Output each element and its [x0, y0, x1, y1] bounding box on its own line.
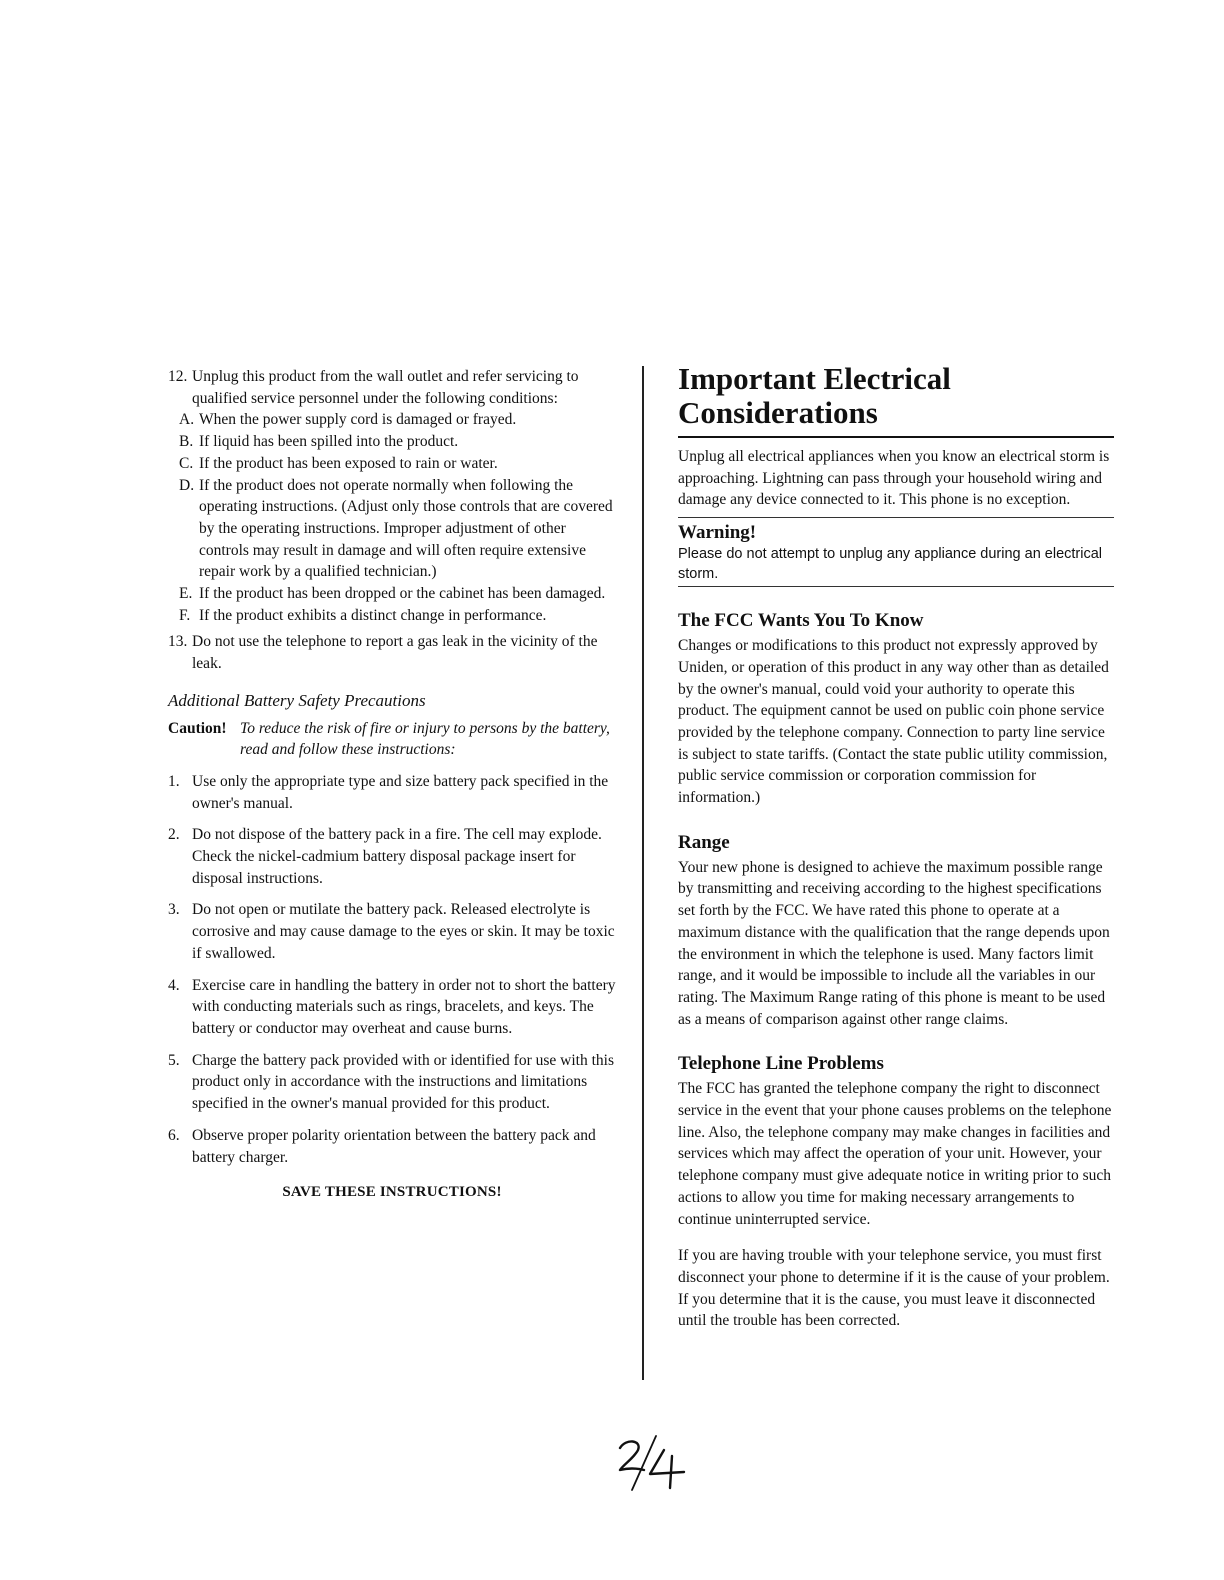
save-instructions-note: SAVE THESE INSTRUCTIONS!: [282, 1184, 502, 1201]
condition-text: If the product has been dropped or the cabinet has been damaged.: [199, 585, 606, 603]
condition-letter: A.: [179, 411, 195, 429]
warning-title: Warning!: [678, 522, 757, 544]
item-number: 3.: [168, 901, 180, 919]
condition-text: If the product does not operate normally when following the operating instructions. (Adjust only those controls that are covered by the operating instructions. Improper adjustment of other controls may result in damage and will often require extensive repair work by a qualified technician.): [199, 476, 613, 581]
line-problems-paragraph: The FCC has granted the telephone company the right to disconnect service in the event that your phone causes problems on the telephone line. Also, the telephone company may make changes in facilities and services which may affect the operation of your unit. However, your telephone company must give adequate notice in writing prior to such actions to allow you time for making necessary arrangements to continue uninterrupted service.: [678, 1080, 1112, 1228]
range-heading: Range: [678, 831, 730, 853]
condition-item: [179, 475, 616, 584]
caution-text: To reduce the risk of fire or injury to persons by the battery, read and follow these instructions:: [240, 719, 610, 759]
condition-item: [179, 605, 616, 627]
item-number: 13.: [168, 633, 188, 651]
column-divider: [642, 366, 644, 1380]
safety-item-12: [168, 366, 616, 409]
item-text: Exercise care in handling the battery in order not to short the battery with conducting materials such as rings, bracelets, and keys. The battery or conductor may overheat and cause burns.: [192, 976, 616, 1037]
item-text: Unplug this product from the wall outlet and refer servicing to qualified service personnel under the following conditions:: [192, 368, 579, 407]
item-text: Do not use the telephone to report a gas leak in the vicinity of the leak.: [192, 633, 598, 673]
condition-text: If the product has been exposed to rain or water.: [199, 454, 498, 472]
item-number: 2.: [168, 826, 180, 844]
battery-item: [168, 975, 616, 1040]
warning-box: [678, 518, 1114, 587]
warning-text: Please do not attempt to unplug any appliance during an electrical storm.: [678, 546, 1103, 583]
condition-letter: D.: [179, 476, 195, 494]
item-number: 6.: [168, 1126, 180, 1144]
condition-letter: C.: [179, 454, 194, 472]
item-text: Do not dispose of the battery pack in a fire. The cell may explode. Check the nickel-cadmium battery disposal package insert for disposal instructions.: [192, 826, 602, 887]
line-problems-heading: Telephone Line Problems: [678, 1053, 884, 1075]
left-column: [168, 366, 616, 1204]
item-text: Use only the appropriate type and size battery pack specified in the owner's manual.: [192, 772, 609, 812]
battery-item: [168, 824, 616, 889]
condition-item: [179, 583, 616, 605]
intro-paragraph: Unplug all electrical appliances when you know an electrical storm is approaching. Lightning can pass through your household wiring and damage any device connected to it. This phone is no exception.: [678, 446, 1114, 518]
condition-text: When the power supply cord is damaged or frayed.: [199, 411, 517, 429]
condition-item: [179, 431, 616, 453]
item-number: 1.: [168, 772, 180, 790]
battery-item: [168, 771, 616, 814]
condition-text: If liquid has been spilled into the product.: [199, 433, 459, 451]
caution-note: [168, 718, 616, 761]
fcc-paragraph: Changes or modifications to this product not expressly approved by Uniden, or operation of this product in any way other than as detailed by the owner's manual, could void your authority to operate this product. The equipment cannot be used on public coin phone service provided by the telephone company. Connection to party line service is subject to state tariffs. (Contact the state public utility commission, public service commission or corporation commission for information.): [678, 637, 1109, 807]
battery-precautions-heading: Additional Battery Safety Precautions: [168, 690, 426, 710]
condition-item: [179, 453, 616, 475]
item-text: Charge the battery pack provided with or identified for use with this product only in accordance with the instructions and limitations specified in the owner's manual provided for this product.: [192, 1051, 614, 1113]
page-title: Important Electrical Considerations: [678, 362, 1114, 438]
fcc-heading: The FCC Wants You To Know: [678, 610, 924, 632]
condition-item: [179, 409, 616, 431]
page-number: [612, 1430, 692, 1492]
battery-item: [168, 1125, 616, 1168]
caution-label: Caution!: [168, 719, 227, 737]
battery-item: [168, 899, 616, 964]
item-number: 5.: [168, 1051, 180, 1069]
right-column: [678, 362, 1114, 1332]
line-problems-paragraph: If you are having trouble with your telephone service, you must first disconnect your phone to determine if it is the cause of your problem. If you determine that it is the cause, you must leave it disconnected until the trouble has been corrected.: [678, 1247, 1110, 1330]
item-text: Do not open or mutilate the battery pack. Released electrolyte is corrosive and may cause damage to the eyes or skin. It may be toxic if swallowed.: [192, 901, 615, 962]
item-text: Observe proper polarity orientation between the battery pack and battery charger.: [192, 1126, 596, 1166]
item-number: 12.: [168, 368, 188, 385]
condition-letter: B.: [179, 433, 194, 451]
condition-list: [179, 409, 616, 626]
condition-letter: F.: [179, 606, 191, 624]
battery-item: [168, 1050, 616, 1115]
condition-text: If the product exhibits a distinct change in performance.: [199, 606, 547, 624]
condition-letter: E.: [179, 585, 193, 603]
safety-item-13: [168, 631, 616, 674]
range-paragraph: Your new phone is designed to achieve the maximum possible range by transmitting and receiving according to the highest specifications set forth by the FCC. We have rated this phone to operate at a maximum distance with the qualification that the range depends upon the environment in which the telephone is used. Many factors limit range, and it would be impossible to include all the variables in our rating. The Maximum Range rating of this phone is meant to be used as a means of comparison against other range claims.: [678, 858, 1110, 1028]
item-number: 4.: [168, 976, 180, 994]
